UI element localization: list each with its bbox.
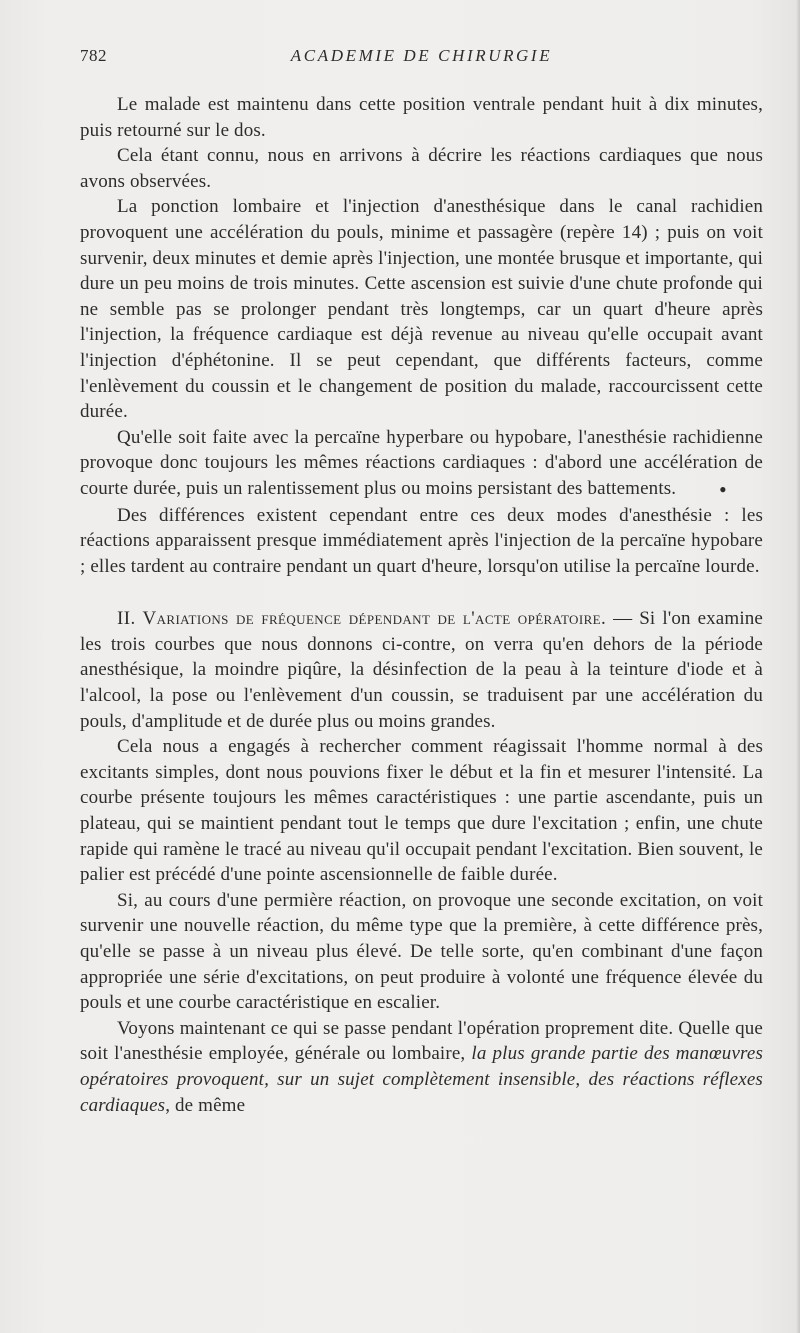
italic-passage: la plus grande partie des manœuvres opératoires provoquent, sur un sujet complètement insensible	[80, 1043, 763, 1090]
body-text	[80, 92, 763, 1118]
paragraph-text: ,	[575, 1068, 589, 1090]
paragraph-text: Le malade est maintenu dans cette position ventrale pendant huit à dix minutes, puis retourné sur le dos.	[80, 94, 763, 141]
paragraph-text: La ponction lombaire et l'injection d'anesthésique dans le canal rachidien provoquent une accélération du pouls, minime et passagère (repère 14) ; puis on voit survenir, deux minutes et demie après l'injection, une montée brusque et importante, qui dure un peu moins de trois minutes. Cette ascension est suivie d'une chute profonde qui ne semble pas se prolonger pendant très longtemps, car un quart d'heure après l'injection, la fréquence cardiaque est déjà revenue au niveau qu'elle occupait avant l'injection d'éphétonine. Il se peut cependant, que différents facteurs, comme l'enlèvement du coussin et le changement de position du malade, raccourcissent cette durée.	[80, 196, 763, 423]
paragraph	[80, 503, 763, 580]
paragraph-text: Voyons maintenant ce qui se passe pendant l'opération proprement dite. Quelle que soit l'anesthésie employée, générale ou lombaire,	[80, 1017, 763, 1065]
section-gap	[80, 579, 763, 606]
section-heading-paragraph	[80, 606, 763, 734]
paragraph-text: Des différences existent cependant entre ces deux modes d'anesthésie : les réactions apparaissent presque immédiatement après l'injection de la percaïne hypobare ; elles tardent au contraire pendant un quart d'heure, lorsqu'on utilise la percaïne lourde.	[80, 504, 763, 577]
page-header	[80, 46, 763, 72]
paragraph-text: Qu'elle soit faite avec la percaïne hyperbare ou hypobare, l'anesthésie rachidienne provoque donc toujours les mêmes réactions cardiaques : d'abord une accélération de courte durée, puis un ralentissement plus ou moins persistant des battements.	[80, 426, 763, 499]
paragraph	[80, 425, 763, 503]
paragraph	[80, 194, 763, 424]
paragraph-text: Cela étant connu, nous en arrivons à décrire les réactions cardiaques que nous avons observées.	[80, 145, 763, 192]
paragraph-text: Si, au cours d'une permière réaction, on provoque une seconde excitation, on voit survenir une nouvelle réaction, du même type que la première, à cette différence près, qu'elle se passe à un niveau plus élevé. De telle sorte, qu'en combinant d'une façon appropriée une série d'excitations, on peut produire à volonté une fréquence élevée du pouls et une courbe caractéristique en escalier.	[80, 889, 763, 1014]
ink-mark: ●	[719, 481, 727, 496]
paragraph-text: , de même	[165, 1094, 246, 1116]
paragraph-text: Cela nous a engagés à rechercher comment réagissait l'homme normal à des excitants simples, dont nous pouvions fixer le début et la fin et mesurer l'intensité. La courbe présente toujours les mêmes caractéristiques : une partie ascendante, puis un plateau, qui se maintient pendant tout le temps que dure l'excitation ; enfin, une chute rapide qui ramène le tracé au niveau qu'il occupait pendant l'excitation. Bien souvent, le palier est précédé d'une pointe ascensionnelle de faible durée.	[80, 736, 763, 886]
paragraph	[80, 888, 763, 1016]
running-title: ACADEMIE DE CHIRURGIE	[290, 46, 553, 65]
paragraph	[80, 1016, 763, 1118]
page-edge-shadow	[796, 0, 800, 1333]
paragraph	[80, 92, 763, 143]
paragraph	[80, 143, 763, 194]
section-heading: II. Variations de fréquence dépendant de l'acte opératoire.	[117, 608, 607, 630]
paragraph	[80, 734, 763, 888]
italic-passage: des réactions réflexes cardiaques	[80, 1068, 763, 1116]
page-number: 782	[80, 46, 107, 65]
paragraph-text: — Si l'on examine les trois courbes que nous donnons ci-contre, on verra qu'en dehors de la période anesthésique, la moindre piqûre, la désinfection de la peau à la teinture d'iode et à l'alcool, la pose ou l'enlèvement d'un coussin, se traduisent par une accélération du pouls, d'amplitude et de durée plus ou moins grandes.	[80, 608, 763, 732]
